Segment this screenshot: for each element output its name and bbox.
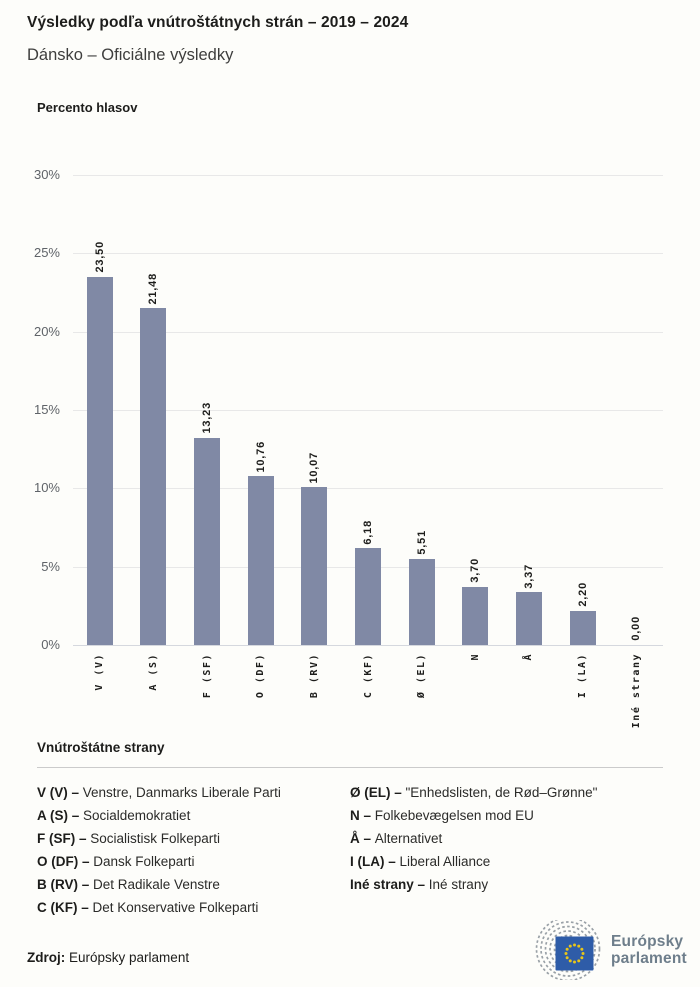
x-tick-label: A (S) bbox=[147, 653, 159, 691]
legend-item-code: I (LA) – bbox=[350, 854, 400, 869]
legend-item bbox=[37, 873, 350, 896]
bar bbox=[248, 476, 274, 645]
legend-item-code: Å – bbox=[350, 831, 375, 846]
y-tick-10%: 10% bbox=[33, 480, 60, 496]
ep-logo-text bbox=[611, 933, 687, 967]
bar-value-label: 3,70 bbox=[469, 558, 482, 584]
bar bbox=[462, 587, 488, 645]
bar-value-label: 23,50 bbox=[93, 241, 106, 273]
x-slot bbox=[73, 653, 127, 743]
legend-item-code: F (SF) – bbox=[37, 831, 91, 846]
x-axis-labels bbox=[73, 653, 663, 743]
x-tick-label: C (KF) bbox=[362, 653, 374, 699]
bar bbox=[140, 308, 166, 645]
bar-slot bbox=[609, 175, 663, 645]
bar bbox=[409, 559, 435, 645]
legend-item-code: Iné strany – bbox=[350, 877, 429, 892]
legend-item bbox=[37, 850, 350, 873]
bar-value-label: 10,07 bbox=[308, 451, 321, 484]
bar bbox=[87, 277, 113, 645]
source-line bbox=[27, 950, 189, 965]
bar bbox=[516, 592, 542, 645]
bar-value-label: 2,20 bbox=[576, 581, 589, 607]
legend-column bbox=[350, 781, 663, 919]
ep-logo bbox=[522, 920, 687, 980]
bar-value-label: 5,51 bbox=[415, 530, 428, 555]
bar-slot bbox=[127, 175, 181, 645]
bar-slot bbox=[395, 175, 449, 645]
x-tick-label: Ø (EL) bbox=[416, 653, 428, 699]
x-slot bbox=[341, 653, 395, 743]
ep-hemicycle-flag-icon bbox=[522, 920, 602, 980]
legend-item bbox=[37, 781, 350, 804]
legend-item-code: B (RV) – bbox=[37, 877, 94, 892]
x-slot bbox=[127, 653, 181, 743]
y-tick-5%: 5% bbox=[41, 558, 60, 574]
legend-item bbox=[350, 850, 663, 873]
bar bbox=[355, 548, 381, 645]
legend-item-code: O (DF) – bbox=[37, 854, 94, 869]
legend-item-name: Det Radikale Venstre bbox=[93, 877, 220, 892]
legend-item-name: Dansk Folkeparti bbox=[93, 854, 195, 869]
source-text: Európsky parlament bbox=[69, 950, 190, 965]
y-tick-30%: 30% bbox=[33, 167, 60, 182]
bar-slot bbox=[502, 175, 556, 645]
x-tick-label: V (V) bbox=[94, 653, 106, 691]
legend-item bbox=[37, 896, 350, 919]
legend-item-name: "Enhedslisten, de Rød–Grønne" bbox=[405, 785, 598, 800]
legend-divider bbox=[37, 767, 663, 768]
x-tick-label: B (RV) bbox=[308, 653, 320, 699]
x-tick-label: F (SF) bbox=[201, 653, 213, 699]
legend-item-name: Socialdemokratiet bbox=[83, 808, 191, 823]
legend-heading: Vnútroštátne strany bbox=[37, 740, 165, 755]
x-tick-label: O (DF) bbox=[255, 653, 267, 699]
bar-slot bbox=[234, 175, 288, 645]
x-slot bbox=[502, 653, 556, 743]
y-tick-25%: 25% bbox=[33, 245, 60, 261]
bar-value-label: 0,00 bbox=[630, 616, 643, 641]
bar-slot bbox=[180, 175, 234, 645]
legend-item bbox=[37, 804, 350, 827]
legend-item-code: N – bbox=[350, 808, 375, 823]
x-tick-label: N bbox=[469, 653, 481, 661]
bar-chart bbox=[0, 150, 700, 750]
x-tick-label: Å bbox=[523, 653, 535, 661]
bar-value-label: 3,37 bbox=[522, 563, 535, 589]
y-axis-caption: Percento hlasov bbox=[37, 100, 138, 115]
bar-slot bbox=[341, 175, 395, 645]
legend-columns bbox=[37, 781, 663, 919]
x-slot bbox=[609, 653, 663, 743]
legend-item-name: Iné strany bbox=[428, 877, 489, 892]
legend-item-name: Socialistisk Folkeparti bbox=[90, 831, 221, 846]
bar-slot bbox=[288, 175, 342, 645]
y-tick-0%: 0% bbox=[41, 637, 60, 652]
legend-item-name: Alternativet bbox=[374, 831, 443, 846]
legend-item-code: C (KF) – bbox=[37, 900, 93, 915]
x-slot bbox=[556, 653, 610, 743]
bar-value-label: 13,23 bbox=[201, 402, 214, 434]
x-slot bbox=[234, 653, 288, 743]
bar bbox=[301, 487, 327, 645]
x-tick-label: I (LA) bbox=[577, 653, 589, 699]
bars bbox=[73, 175, 663, 645]
legend-item bbox=[350, 781, 663, 804]
x-slot bbox=[180, 653, 234, 743]
ep-logo-line1: Európsky bbox=[611, 933, 684, 950]
bar-slot bbox=[448, 175, 502, 645]
ep-logo-line2: parlament bbox=[611, 950, 687, 967]
bar-slot bbox=[73, 175, 127, 645]
legend-item-name: Folkebevægelsen mod EU bbox=[374, 808, 534, 823]
bar-value-label: 21,48 bbox=[147, 272, 160, 305]
legend-item bbox=[350, 804, 663, 827]
x-slot bbox=[395, 653, 449, 743]
y-tick-15%: 15% bbox=[33, 402, 60, 417]
legend-item-code: Ø (EL) – bbox=[350, 785, 406, 800]
page-title: Výsledky podľa vnútroštátnych strán – 2019 – 2024 bbox=[27, 14, 409, 31]
x-slot bbox=[448, 653, 502, 743]
legend-item-name: Venstre, Danmarks Liberale Parti bbox=[82, 785, 281, 800]
x-tick-label: Iné strany bbox=[630, 653, 642, 729]
legend bbox=[37, 740, 663, 919]
bar bbox=[194, 438, 220, 645]
bar-slot bbox=[556, 175, 610, 645]
y-tick-20%: 20% bbox=[33, 323, 60, 339]
legend-item bbox=[37, 827, 350, 850]
legend-column bbox=[37, 781, 350, 919]
bar-value-label: 10,76 bbox=[254, 440, 267, 473]
legend-item-code: A (S) – bbox=[37, 808, 84, 823]
bar bbox=[570, 611, 596, 645]
legend-item-code: V (V) – bbox=[37, 785, 83, 800]
source-label: Zdroj: bbox=[27, 950, 66, 965]
plot-area bbox=[73, 175, 663, 645]
gridline-0% bbox=[73, 645, 663, 646]
x-slot bbox=[288, 653, 342, 743]
bar-value-label: 6,18 bbox=[362, 519, 375, 545]
legend-item bbox=[350, 873, 663, 896]
legend-item-name: Det Konservative Folkeparti bbox=[92, 900, 259, 915]
page-subtitle: Dánsko – Oficiálne výsledky bbox=[27, 46, 234, 64]
legend-item bbox=[350, 827, 663, 850]
legend-item-name: Liberal Alliance bbox=[399, 854, 491, 869]
